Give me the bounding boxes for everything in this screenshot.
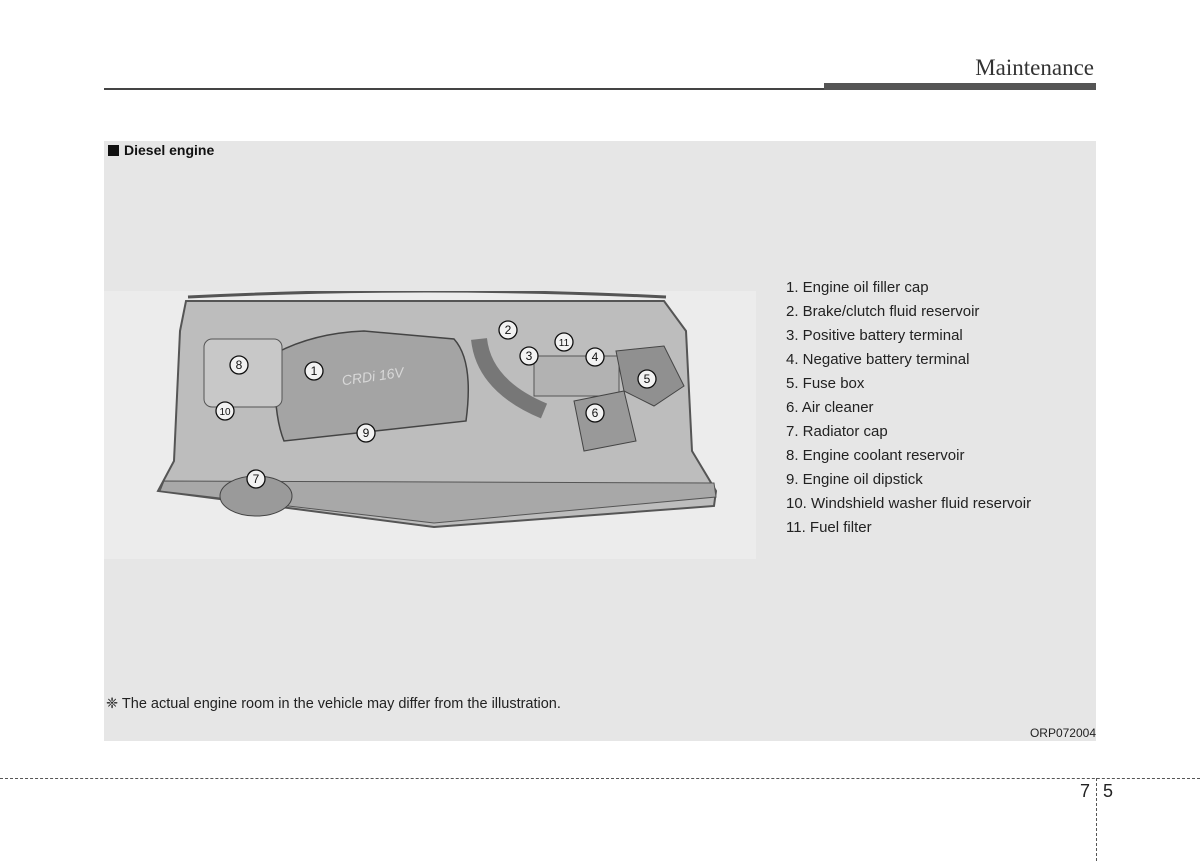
- svg-text:5: 5: [643, 372, 651, 386]
- battery-shape: [534, 356, 619, 396]
- svg-text:7: 7: [252, 472, 260, 486]
- legend-item: 3. Positive battery terminal: [786, 327, 963, 344]
- svg-text:1: 1: [310, 364, 318, 378]
- callout-9: [357, 424, 375, 442]
- page-number: 5: [1103, 781, 1114, 801]
- panel-heading-text: Diesel engine: [124, 142, 215, 158]
- heading-square-icon: [108, 145, 119, 156]
- header-rule-thin: [104, 88, 824, 90]
- legend-item: 7. Radiator cap: [786, 423, 888, 440]
- callout-6: [586, 404, 604, 422]
- svg-text:8: 8: [235, 358, 243, 372]
- legend-item: 10. Windshield washer fluid reservoir: [786, 495, 1032, 512]
- callout-1: [305, 362, 323, 380]
- callout-3: [520, 347, 538, 365]
- svg-text:11: 11: [558, 338, 570, 349]
- legend-item: 11. Fuel filter: [786, 519, 872, 536]
- callout-8: [230, 356, 248, 374]
- callout-4: [586, 348, 604, 366]
- section-title: Maintenance: [975, 55, 1094, 80]
- svg-text:2: 2: [504, 323, 512, 337]
- svg-text:10: 10: [219, 407, 231, 418]
- panel-heading: [108, 142, 214, 158]
- engine-illustration: [104, 291, 756, 559]
- legend-item: 4. Negative battery terminal: [786, 351, 970, 368]
- callout-5: [638, 370, 656, 388]
- svg-text:3: 3: [525, 349, 533, 363]
- image-code: ORP072004: [1029, 726, 1096, 740]
- svg-text:4: 4: [591, 350, 599, 364]
- footer-dashed-rule: [0, 778, 1200, 779]
- illustration-panel: [104, 141, 1096, 741]
- legend-item: 9. Engine oil dipstick: [786, 471, 923, 488]
- callout-10: [216, 402, 234, 420]
- header-rule-thick: [824, 83, 1096, 90]
- page-chapter: 7: [1080, 781, 1091, 801]
- svg-text:9: 9: [362, 426, 370, 440]
- callout-11: [555, 333, 573, 351]
- legend-item: 8. Engine coolant reservoir: [786, 447, 965, 464]
- component-legend: [786, 279, 1031, 543]
- illustration-footnote: ❈ The actual engine room in the vehicle may differ from the illustration.: [106, 696, 561, 712]
- svg-text:6: 6: [591, 406, 599, 420]
- engine-cover: [275, 331, 468, 441]
- callout-7: [247, 470, 265, 488]
- callout-2: [499, 321, 517, 339]
- legend-item: 1. Engine oil filler cap: [786, 279, 929, 296]
- legend-item: 5. Fuse box: [786, 375, 865, 392]
- footer-dashed-divider: [1096, 778, 1097, 861]
- hood-edge: [188, 291, 666, 297]
- engine-cover-label: CRDi 16V: [340, 363, 405, 389]
- legend-item: 2. Brake/clutch fluid reservoir: [786, 303, 980, 320]
- legend-item: 6. Air cleaner: [786, 399, 874, 416]
